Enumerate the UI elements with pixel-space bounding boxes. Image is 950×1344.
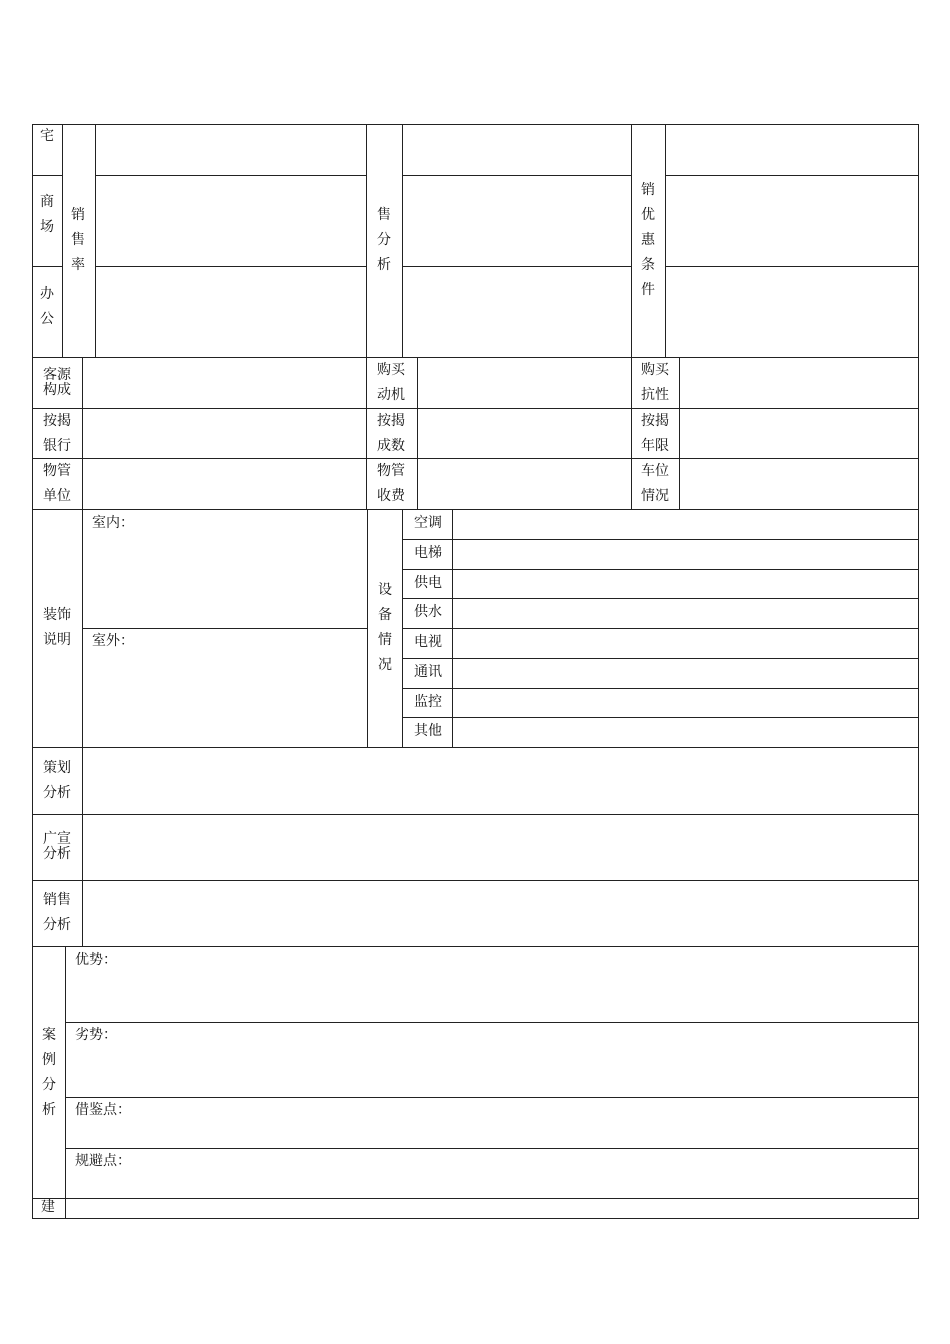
rule [402,509,403,747]
rule [367,509,368,747]
mortgage-years-label: 按揭年限 [641,413,669,454]
promotion-label: 销优惠条件 [641,182,655,298]
decoration-label: 装饰说明 [43,607,71,648]
suggestion-cell[interactable] [66,1199,918,1218]
equipment-item: 监控 [414,694,442,710]
rule [32,175,62,176]
purchase-resistance-label: 购买抗性 [641,362,669,403]
equipment-item: 电视 [414,634,442,650]
equipment-item: 供水 [414,604,442,620]
rule [366,124,367,357]
rule [32,124,33,1219]
rule [32,1218,919,1219]
equipment-item: 通讯 [414,664,442,680]
rule [62,124,63,357]
sales-analysis-label-2: 销售分析 [43,892,71,933]
customer-source-cell[interactable] [83,358,366,408]
sales-analysis-cell-2[interactable] [83,881,918,946]
mortgage-ratio-label: 按揭成数 [377,413,405,454]
parking-label: 车位情况 [641,463,669,504]
equipment-item: 电梯 [414,545,442,561]
office-label: 办公 [40,286,54,327]
mortgage-ratio-cell[interactable] [418,409,631,458]
property-fee-cell[interactable] [418,459,631,509]
indoor-label: 室内： [92,515,134,531]
avoid-label: 规避点： [75,1153,131,1169]
equipment-item: 供电 [414,575,442,591]
suggestion-label: 建 [41,1199,55,1215]
outdoor-label: 室外： [92,633,134,649]
residence-rate-cell[interactable] [96,125,366,175]
rule [631,124,632,357]
case-analysis-label: 案例分析 [42,1027,56,1118]
rule [631,357,632,509]
sales-rate-label: 销售率 [71,207,85,273]
sales-analysis-label: 售分析 [377,207,391,273]
mall-rate-cell[interactable] [96,176,366,266]
equipment-item: 空调 [414,515,442,531]
sales-analysis-cell[interactable] [403,125,631,357]
mortgage-years-cell[interactable] [680,409,918,458]
reference-label: 借鉴点： [75,1102,131,1118]
equipment-cells[interactable] [453,510,918,747]
disadvantage-label: 劣势： [75,1027,117,1043]
rule [65,1148,919,1149]
property-fee-label: 物管收费 [377,463,405,504]
rule [366,357,367,509]
purchase-motive-label: 购买动机 [377,362,405,403]
mortgage-bank-cell[interactable] [83,409,366,458]
rule [65,946,66,1219]
purchase-resistance-cell[interactable] [680,358,918,408]
promotion-analysis-cell[interactable] [83,815,918,880]
promotion-analysis-label: 广宣分析 [43,831,71,862]
property-mgmt-label: 物管单位 [43,463,71,504]
mortgage-bank-label: 按揭银行 [43,413,71,454]
equipment-label: 设备情况 [378,582,392,673]
property-mgmt-cell[interactable] [83,459,366,509]
equipment-item: 其他 [414,723,442,739]
rule [32,266,62,267]
office-rate-cell[interactable] [96,267,366,357]
rule [918,124,919,1219]
mall-label: 商场 [40,194,54,235]
purchase-motive-cell[interactable] [418,358,631,408]
customer-source-label: 客源构成 [43,367,71,398]
planning-analysis-cell[interactable] [83,748,918,814]
parking-cell[interactable] [680,459,918,509]
advantage-label: 优势： [75,952,117,968]
rule [82,509,83,747]
promotion-cell[interactable] [666,125,918,357]
residence-label: 宅 [40,128,54,144]
rule [65,1022,919,1023]
planning-analysis-label: 策划分析 [43,760,71,801]
rule [65,1097,919,1098]
rule [32,946,919,947]
